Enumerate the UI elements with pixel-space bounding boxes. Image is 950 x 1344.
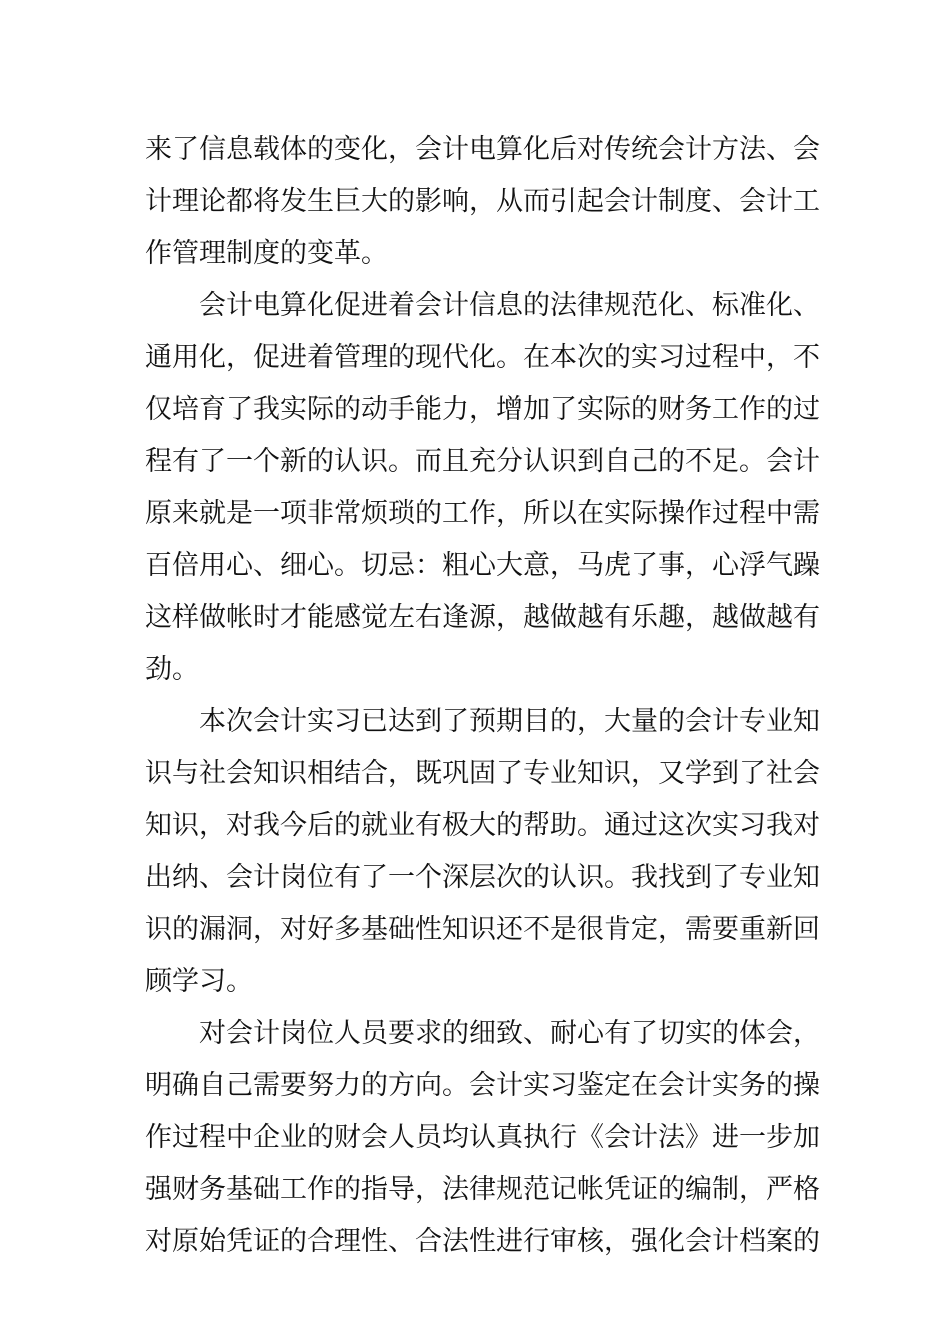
paragraph-line: 计理论都将发生巨大的影响，从而引起会计制度、会计工 xyxy=(145,186,820,217)
paragraph-line: 作管理制度的变革。 xyxy=(145,238,388,269)
paragraph-line: 程有了一个新的认识。而且充分认识到自己的不足。会计 xyxy=(145,446,820,477)
paragraph-line: 百倍用心、细心。切忌：粗心大意，马虎了事，心浮气躁 xyxy=(145,550,820,581)
paragraph-line: 明确自己需要努力的方向。会计实习鉴定在会计实务的操 xyxy=(145,1070,820,1101)
paragraph-line: 这样做帐时才能感觉左右逢源，越做越有乐趣，越做越有 xyxy=(145,602,820,633)
paragraph-line: 仅培育了我实际的动手能力，增加了实际的财务工作的过 xyxy=(145,394,820,425)
paragraph-line: 原来就是一项非常烦琐的工作，所以在实际操作过程中需 xyxy=(145,498,820,529)
paragraph-line: 对会计岗位人员要求的细致、耐心有了切实的体会， xyxy=(199,1018,820,1049)
paragraph-line: 知识，对我今后的就业有极大的帮助。通过这次实习我对 xyxy=(145,810,820,841)
paragraph-line: 顾学习。 xyxy=(145,966,253,997)
paragraph-line: 出纳、会计岗位有了一个深层次的认识。我找到了专业知 xyxy=(145,862,820,893)
paragraph-line: 识与社会知识相结合，既巩固了专业知识，又学到了社会 xyxy=(145,758,820,789)
paragraph-line: 劲。 xyxy=(145,654,199,685)
paragraph-line: 来了信息载体的变化，会计电算化后对传统会计方法、会 xyxy=(145,134,820,165)
paragraph-line: 强财务基础工作的指导，法律规范记帐凭证的编制，严格 xyxy=(145,1174,820,1205)
paragraph-line: 会计电算化促进着会计信息的法律规范化、标准化、 xyxy=(199,290,820,321)
paragraph-line: 本次会计实习已达到了预期目的，大量的会计专业知 xyxy=(199,706,820,737)
paragraph-line: 识的漏洞，对好多基础性知识还不是很肯定，需要重新回 xyxy=(145,914,820,945)
paragraph-line: 对原始凭证的合理性、合法性进行审核，强化会计档案的 xyxy=(145,1226,820,1257)
paragraph-line: 通用化，促进着管理的现代化。在本次的实习过程中，不 xyxy=(145,342,820,373)
paragraph-line: 作过程中企业的财会人员均认真执行《会计法》进一步加 xyxy=(145,1122,820,1153)
